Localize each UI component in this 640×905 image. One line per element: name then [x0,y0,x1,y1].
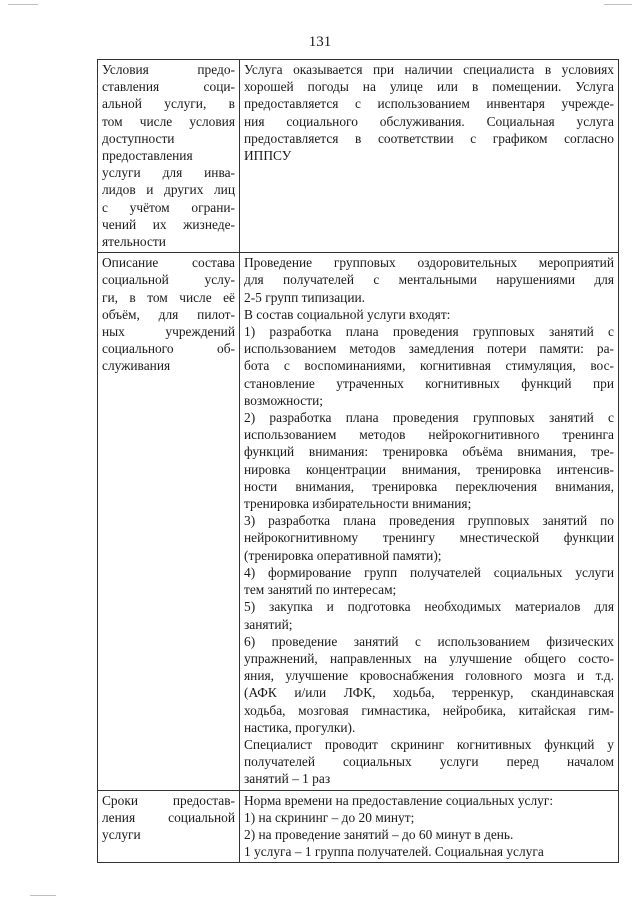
text-line: тренировка избирательности внимания; [244,496,472,512]
text-line: 4) формирование групп получателей социальных услуги [244,564,614,580]
text-line: занятий – 1 раз [244,771,331,787]
text-line: 2) на проведение занятий – до 60 минут в день. [244,826,514,842]
text-line: (АФК и/или ЛФК, ходьба, терренкур, скандинавская [244,685,614,701]
row-label-cell [98,790,240,863]
text-line: ления социальной [102,809,235,825]
row-label-cell [98,60,240,253]
text-line: ных учреждений [102,324,235,340]
table-row [98,790,619,863]
scan-mark-top-left [8,4,38,5]
text-line: том числе условия [102,113,235,129]
scan-mark-bottom-left [30,895,56,896]
text-line: услуги для инва- [102,165,235,181]
text-line: настика, прогулки). [244,719,356,735]
text-line: получателей социальных услуги перед началом [244,754,614,770]
service-table [97,59,619,863]
text-line: ятельности [102,234,166,250]
text-line: чений их жизнеде- [102,216,235,232]
text-line: ния социального обслуживания. Социальная услуга [244,113,614,129]
text-line: социального об- [102,341,235,357]
text-line: 1) разработка плана проведения групповых занятий с [244,324,614,340]
text-line: Норма времени на предоставление социальных услуг: [244,792,554,808]
text-line: 5) закупка и подготовка необходимых материалов для [244,599,614,615]
text-line: лидов и других лиц [102,182,235,198]
row-label-cell [98,253,240,790]
text-line: доступности [102,130,175,146]
text-line: предоставления [102,148,193,164]
row-content-cell [240,60,619,253]
table-row [98,253,619,790]
text-line: тем занятий по интересам; [244,582,397,598]
text-line: Услуга оказывается при наличии специалиста в условиях [244,62,614,77]
text-line: Специалист проводит скрининг когнитивных функций у [244,736,614,752]
text-line: становление утраченных когнитивных функций при [244,375,614,391]
text-line: использованием методов нейрокогнитивного тренинга [244,427,614,443]
text-line: ности внимания, тренировка переключения внимания, [244,478,614,494]
text-line: 1) на скрининг – до 20 минут; [244,809,415,825]
row-content-cell [240,253,619,790]
text-line: 1 услуга – 1 группа получателей. Социальная услуга [244,844,544,860]
text-line: 6) проведение занятий с использованием физических [244,633,614,649]
text-line: бота с воспоминаниями, когнитивная стимуляция, вос- [244,358,614,374]
text-line: занятий; [244,616,293,632]
text-line: использованием методов замедления потери памяти: ра- [244,341,614,357]
text-line: возможности; [244,392,323,408]
text-line: альной услуги, в [102,96,235,112]
text-line: предоставляется с использованием инвентаря учрежде- [244,96,614,112]
page-number: 131 [308,34,332,50]
text-line: Описание состава [102,255,235,271]
text-line: нировка концентрации внимания, тренировка интенсив- [244,461,614,477]
text-line: Сроки предостав- [102,792,235,808]
text-line: объём, для пилот- [102,306,235,322]
text-line: 2-5 групп типизации. [244,289,366,305]
text-line: В состав социальной услуги входят: [244,306,451,322]
scan-mark-top-right [604,4,632,5]
text-line: функций внимания: тренировка объёма внимания, тре- [244,444,614,460]
text-line: предоставляется в соответствии с графиком согласно [244,130,614,146]
text-line: упражнений, направленных на улучшение общего состо- [244,650,614,666]
text-line: ги, в том числе её [102,289,235,305]
text-line: (тренировка оперативной памяти); [244,547,442,563]
text-line: услуги [102,826,141,842]
table-row [98,60,619,253]
text-line: с учётом ограни- [102,199,235,215]
text-line: Проведение групповых оздоровительных мероприятий [244,255,614,271]
text-line: ИППСУ [244,148,292,164]
text-line: нейрокогнитивному тренингу мнестической функции [244,530,614,546]
text-line: социальной услу- [102,272,235,288]
text-line: 3) разработка плана проведения групповых занятий по [244,513,614,529]
text-line: для получателей с ментальными нарушениями для [244,272,614,288]
text-line: 2) разработка плана проведения групповых занятий с [244,410,614,426]
text-line: ставления соци- [102,79,235,95]
text-line: хорошей погоды на улице или в помещении. Услуга [244,79,614,95]
row-content-cell [240,790,619,863]
text-line: ходьба, мозговая гимнастика, нейробика, китайская гим- [244,702,614,718]
text-line: яния, улучшение кровоснабжения головного мозга и т.д. [244,668,614,684]
service-table-body [98,60,619,863]
text-line: служивания [102,358,171,374]
text-line: Условия предо- [102,62,235,77]
